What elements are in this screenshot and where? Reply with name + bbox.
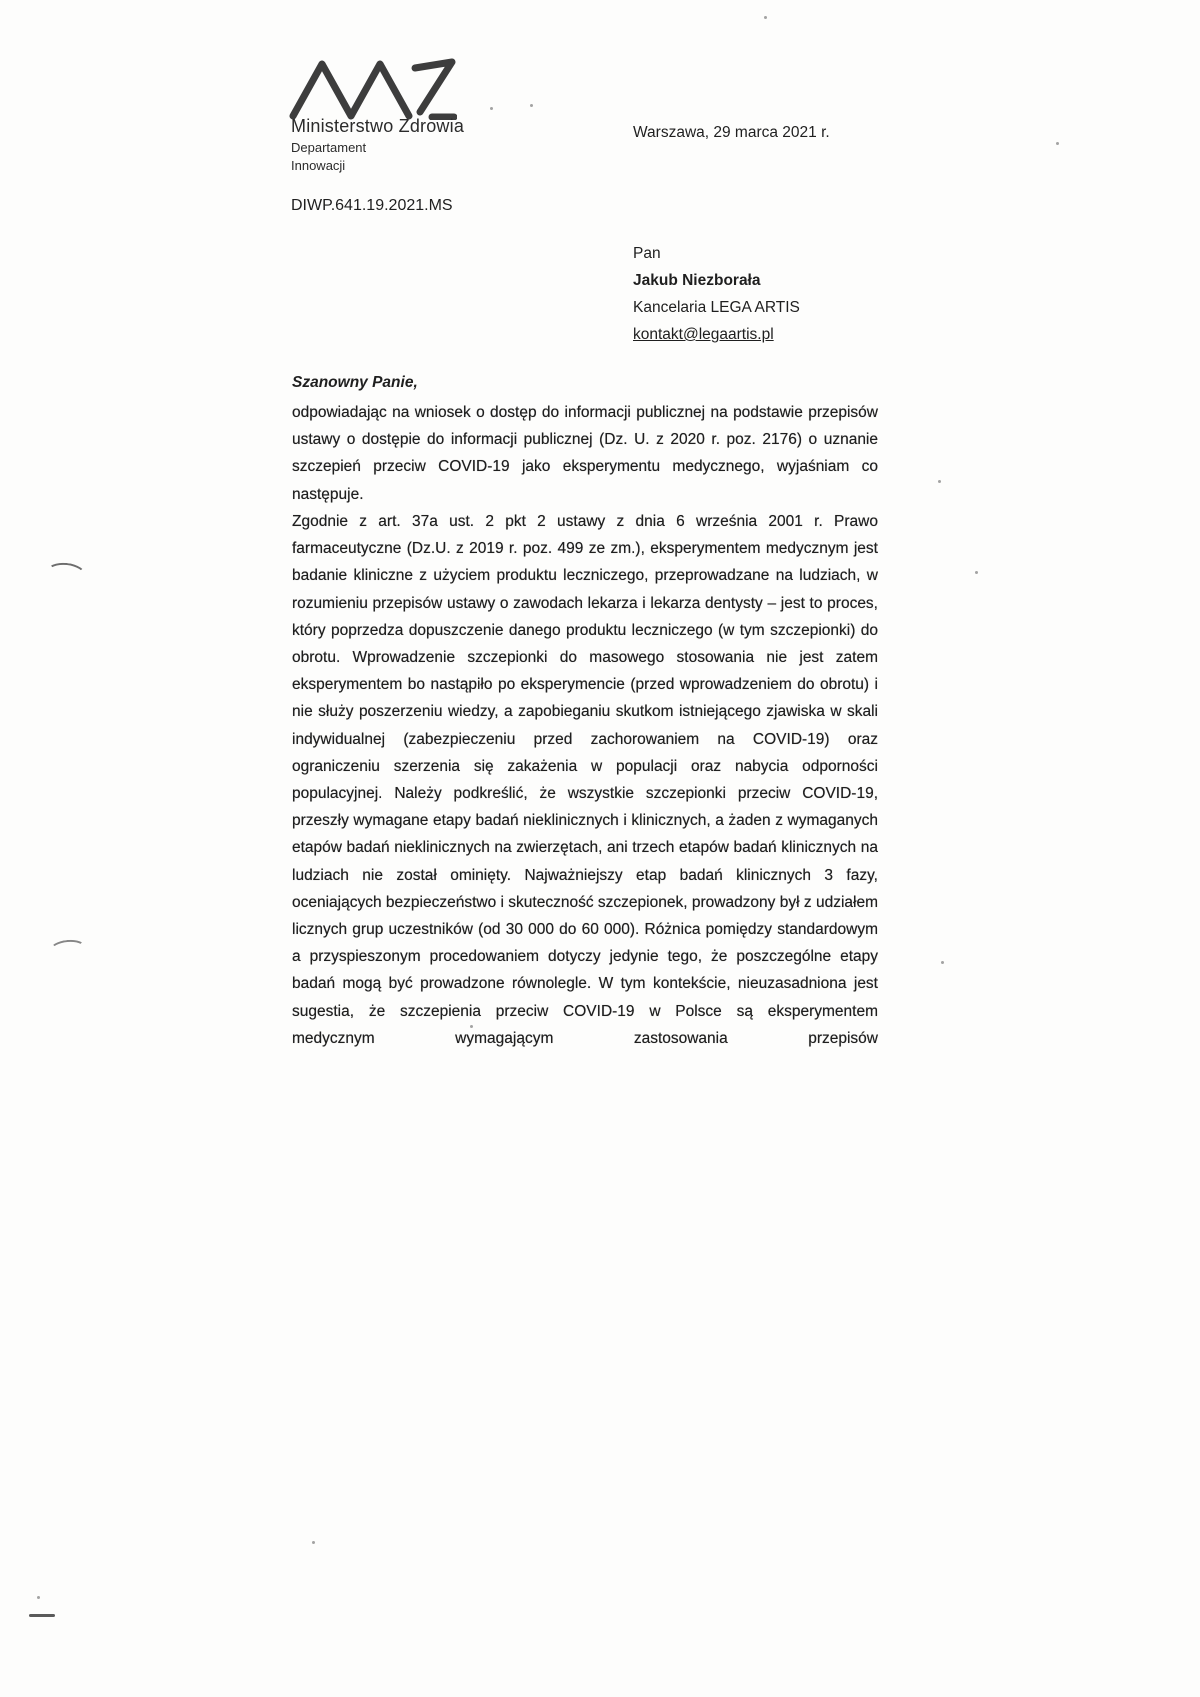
intro-paragraph: odpowiadając na wniosek o dostęp do informacji publicznej na podstawie przepisów ustawy o dostępie do informacji publicznej (Dz. U. z 2020 r. poz. 2176) o uznanie szczepień przeciw COVID-19 jako eksperymentu medycznego, wyjaśniam co następuje. bbox=[292, 404, 878, 503]
scan-artifact-arc bbox=[49, 938, 86, 959]
salutation: Szanowny Panie, bbox=[292, 374, 418, 391]
scan-speck bbox=[764, 16, 767, 19]
ministry-name: Ministerstwo Zdrowia bbox=[291, 116, 465, 136]
scan-speck bbox=[975, 571, 978, 574]
department-line2: Innowacji bbox=[291, 158, 346, 173]
place-and-date: Warszawa, 29 marca 2021 r. bbox=[633, 124, 830, 141]
scan-speck bbox=[1056, 142, 1059, 145]
ministry-logo-icon bbox=[289, 56, 457, 125]
recipient-organization: Kancelaria LEGA ARTIS bbox=[633, 299, 800, 316]
scan-speck bbox=[490, 107, 493, 110]
scan-speck bbox=[938, 480, 941, 483]
scan-artifact-dash bbox=[29, 1614, 55, 1617]
scan-speck bbox=[530, 104, 533, 107]
recipient-name: Jakub Niezborała bbox=[633, 272, 761, 289]
department-line1: Departament bbox=[291, 140, 367, 155]
recipient-block bbox=[633, 240, 800, 348]
department-name bbox=[291, 139, 366, 175]
recipient-email: kontakt@legaartis.pl bbox=[633, 326, 774, 343]
scan-speck bbox=[941, 961, 944, 964]
recipient-title: Pan bbox=[633, 245, 661, 262]
scan-artifact-arc bbox=[45, 561, 87, 587]
scan-speck bbox=[312, 1541, 315, 1544]
reference-number: DIWP.641.19.2021.MS bbox=[291, 197, 453, 214]
scan-speck bbox=[37, 1596, 40, 1599]
main-paragraph: Zgodnie z art. 37a ust. 2 pkt 2 ustawy z dnia 6 września 2001 r. Prawo farmaceutyczne (Dz.U. z 2019 r. poz. 499 ze zm.), eksperymentem medycznym jest badanie kliniczne z użyciem produktu leczniczego, przeprowadzane na ludziach, w rozumieniu przepisów ustawy o zawodach lekarza i lekarza dentysty – jest to proces, który poprzedza dopuszczenie danego produktu leczniczego (w tym szczepionki) do obrotu. Wprowadzenie szczepionki do masowego stosowania nie jest zatem eksperymentem bo nastąpiło po eksperymencie (przed wprowadzeniem do obrotu) i nie służy poszerzeniu wiedzy, a zapobieganiu skutkom istniejącego zjawiska w skali indywidualnej (zabezpieczeniu przed zachorowaniem na COVID-19) oraz ograniczeniu szerzenia się zakażenia w populacji oraz nabycia odporności populacyjnej. Należy podkreślić, że wszystkie szczepionki przeciw COVID-19, przeszły wymagane etapy badań nieklinicznych i klinicznych, a żaden z wymaganych etapów badań nieklinicznych na zwierzętach, ani trzech etapów badań klinicznych na ludziach nie został ominięty. Najważniejszy etap badań klinicznych 3 fazy, oceniających bezpieczeństwo i skuteczność szczepionek, prowadzony był z udziałem licznych grup uczestników (od 30 000 do 60 000). Różnica pomiędzy standardowym a przyspieszonym procedowaniem dotyczy jedynie tego, że poszczególne etapy badań mogą być prowadzone równolegle. W tym kontekście, nieuzasadniona jest sugestia, że szczepienia przeciw COVID-19 w Polsce są eksperymentem medycznym wymagającym zastosowania przepisów bbox=[292, 513, 878, 1047]
